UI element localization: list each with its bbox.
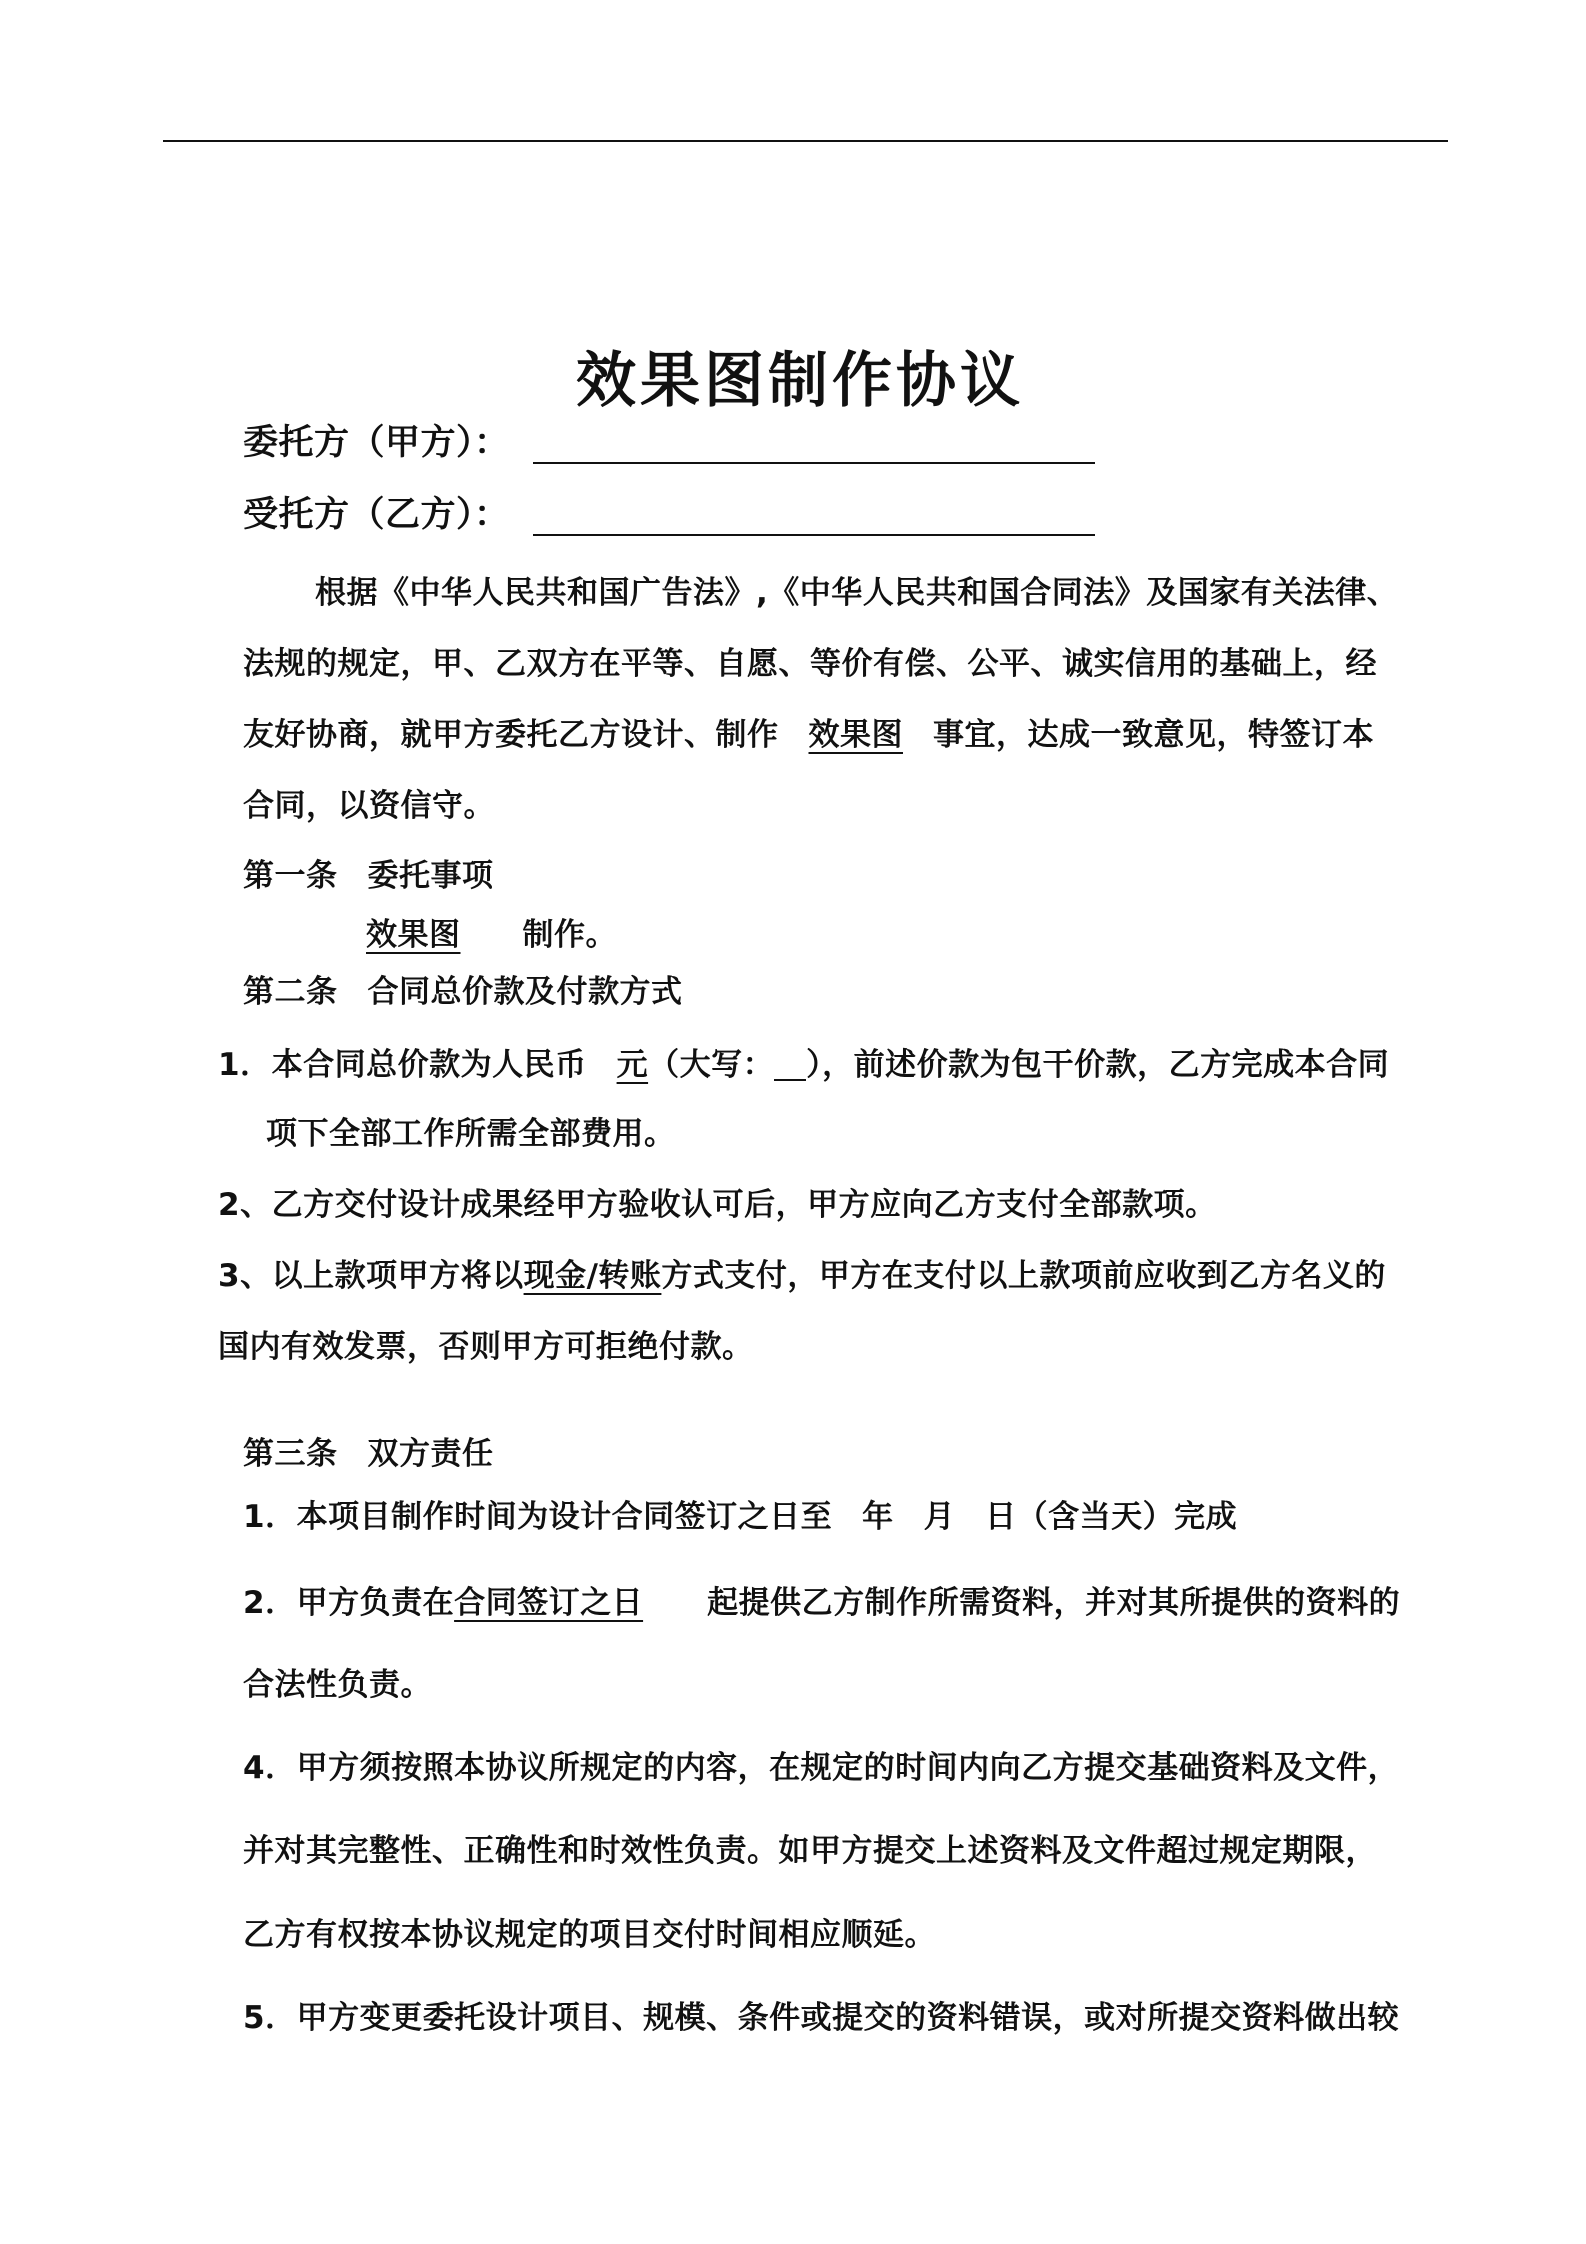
article-3-para-2-line-1: 2．甲方负责在合同签订之日 起提供乙方制作所需资料，并对其所提供的资料的 xyxy=(243,1585,1401,1621)
article-3-heading: 第三条 双方责任 xyxy=(243,1436,494,1472)
preamble-text: 事宜，达成一致意见，特签订本 xyxy=(933,717,1374,753)
provision-start-date: 合同签订之日 xyxy=(454,1585,644,1621)
header-rule xyxy=(163,140,1448,142)
article-3-para-5-line-1: 5．甲方变更委托设计项目、规模、条件或提交的资料错误，或对所提交资料做出较 xyxy=(243,2000,1400,2036)
document-title: 效果图制作协议 xyxy=(576,346,1024,416)
article-1-item: 效果图 制作。 xyxy=(268,920,617,951)
preamble-text: 友好协商，就甲方委托乙方设计、制作 xyxy=(243,717,779,753)
article-1-heading: 第一条 委托事项 xyxy=(243,858,494,894)
article-3-para-2-line-2: 合法性负责。 xyxy=(243,1667,432,1703)
payment-method: 现金/转账 xyxy=(523,1258,662,1294)
preamble-line-4: 合同，以资信守。 xyxy=(243,788,495,824)
party-a-fill-line xyxy=(533,462,1095,464)
article-2-para-2: 2、乙方交付设计成果经甲方验收认可后，甲方应向乙方支付全部款项。 xyxy=(218,1187,1217,1223)
article-3-para-4-line-2: 并对其完整性、正确性和时效性负责。如甲方提交上述资料及文件超过规定期限， xyxy=(243,1833,1377,1869)
preamble-line-2: 法规的规定，甲、乙双方在平等、自愿、等价有偿、公平、诚实信用的基础上，经 xyxy=(243,646,1377,682)
article-2-para-3-line-2: 国内有效发票，否则甲方可拒绝付款。 xyxy=(218,1329,754,1365)
party-a-label: 委托方（甲方）： xyxy=(243,423,510,463)
article-3-para-1: 1．本项目制作时间为设计合同签订之日至 年 月 日（含当天）完成 xyxy=(243,1499,1238,1535)
party-b-label: 受托方（乙方）： xyxy=(243,495,510,535)
preamble-line-3 xyxy=(243,717,1374,753)
article-2-heading: 第二条 合同总价款及付款方式 xyxy=(243,974,683,1010)
price-in-words-blank xyxy=(774,1048,806,1081)
party-b-fill-line xyxy=(533,534,1095,536)
commission-item-underlined: 效果图 xyxy=(808,717,903,753)
price-blank: 元 xyxy=(616,1047,649,1083)
article-1-item-underlined: 效果图 xyxy=(366,917,461,953)
preamble-line-1: 根据《中华人民共和国广告法》,《中华人民共和国合同法》及国家有关法律、 xyxy=(315,575,1399,611)
article-2-para-3-line-1: 3、以上款项甲方将以现金/转账方式支付，甲方在支付以上款项前应收到乙方名义的 xyxy=(218,1258,1386,1294)
article-3-para-4-line-3: 乙方有权按本协议规定的项目交付时间相应顺延。 xyxy=(243,1917,936,1953)
article-3-para-4-line-1: 4．甲方须按照本协议所规定的内容，在规定的时间内向乙方提交基础资料及文件， xyxy=(243,1750,1400,1786)
article-2-para-1-line-1: 1．本合同总价款为人民币 元（大写： ），前述价款为包干价款，乙方完成本合同 xyxy=(218,1047,1390,1083)
article-2-para-1-line-2: 项下全部工作所需全部费用。 xyxy=(266,1116,676,1152)
